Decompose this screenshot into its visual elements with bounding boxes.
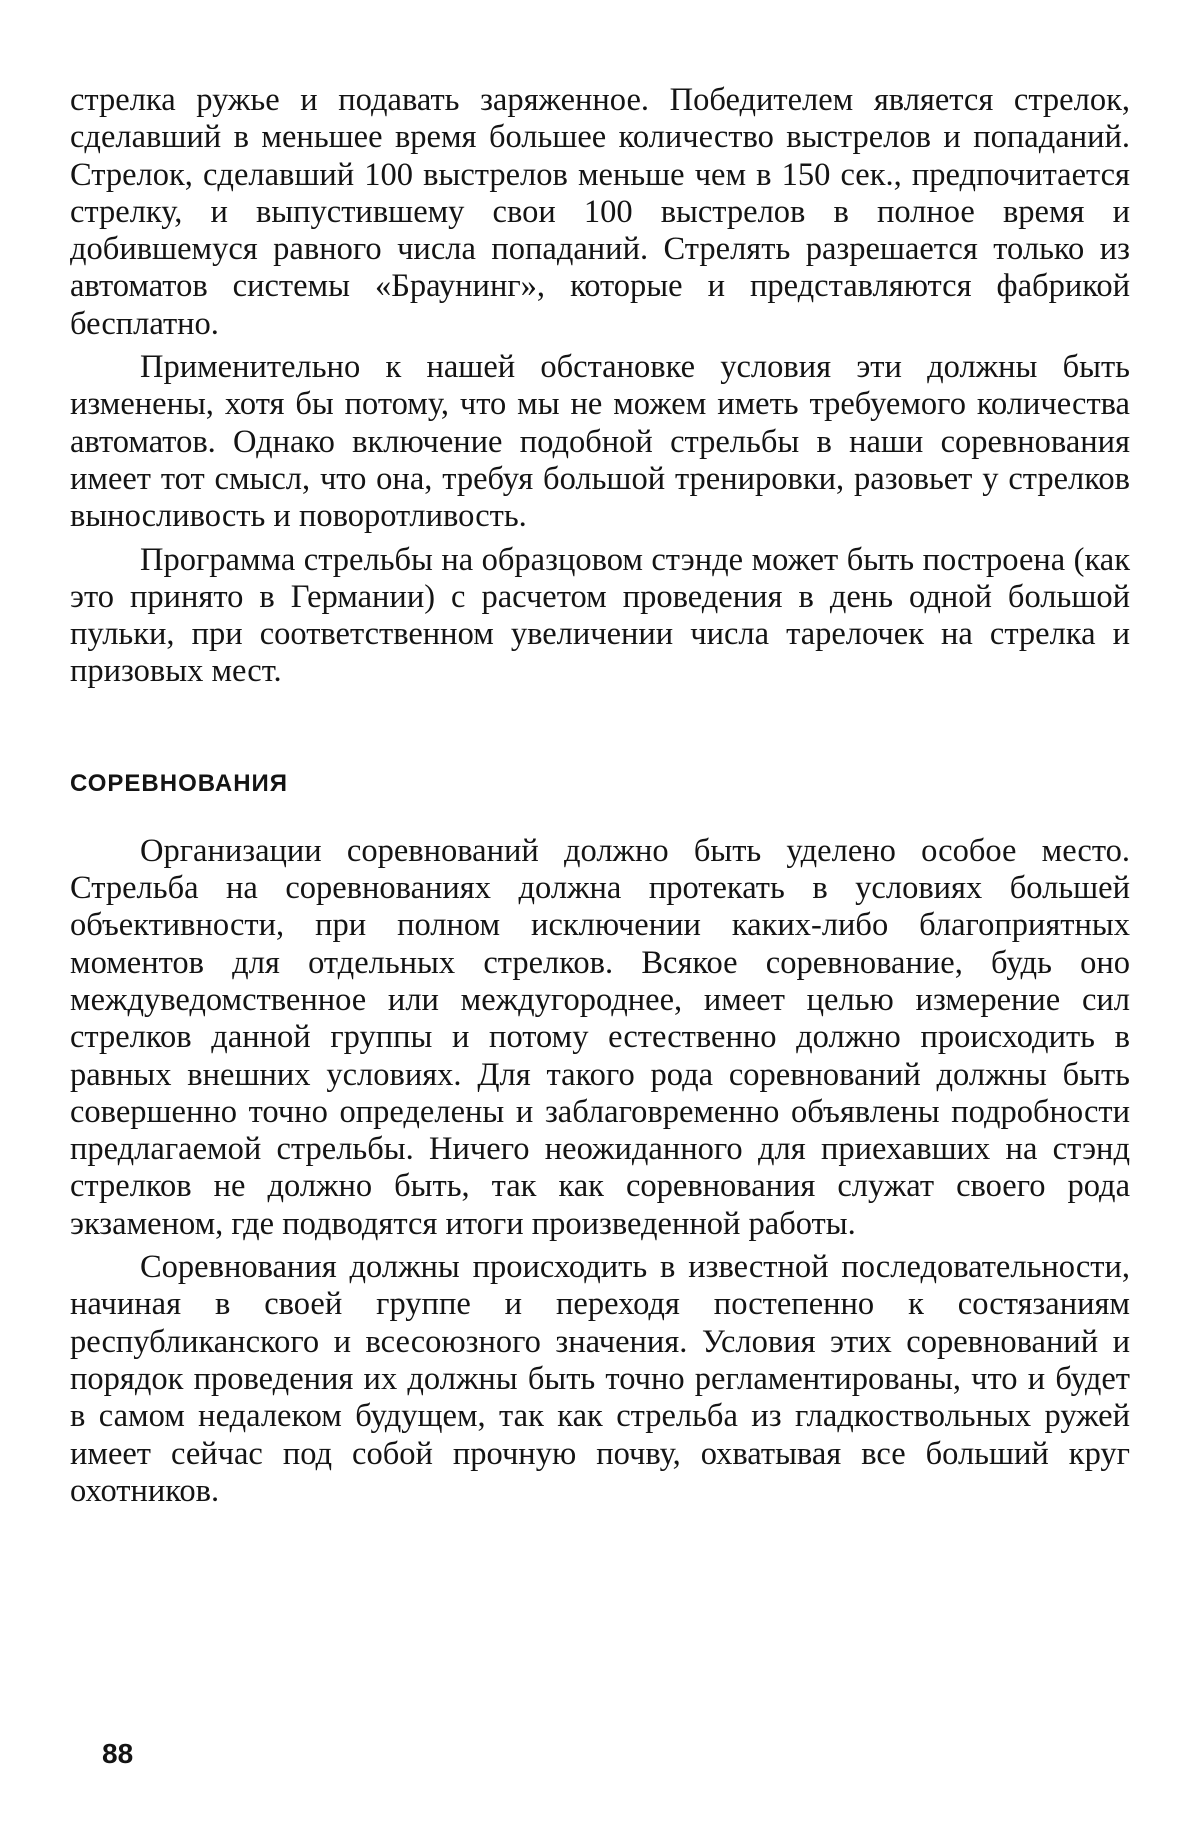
section-heading: СОРЕВНОВАНИЯ bbox=[70, 769, 289, 797]
paragraph-continuation: стрелка ружье и подавать заряженное. Победителем является стрелок, сделавший в меньшее время большее количество выстрелов и попаданий. Стрелок, сделавший 100 выстрелов меньше чем в 150 сек., предпочитается стрелку, и выпустившему свои 100 выстрелов в полное время и добившемуся равного числа попаданий. Стрелять разрешается только из автоматов системы «Браунинг», которые и представляются фабрикой бесплатно. bbox=[70, 82, 1130, 342]
paragraph-sequence: Соревнования должны происходить в известной последовательности, начиная в своей группе и переходя постепенно к состязаниям республиканского и всесоюзного значения. Условия этих соревнований и порядок проведения их должны быть точно регламентированы, что и будет в самом недалеком будущем, так как стрельба из гладкоствольных ружей имеет сейчас под собой прочную почву, охватывая все больший круг охотников. bbox=[70, 1249, 1130, 1509]
page-number: 88 bbox=[102, 1738, 134, 1769]
paragraph-conditions: Применительно к нашей обстановке условия эти должны быть изменены, хотя бы потому, что мы не можем иметь требуемого количества автоматов. Однако включение подобной стрельбы в наши соревнования имеет тот смысл, что она, требуя большой тренировки, разовьет у стрелков выносливость и поворотливость. bbox=[70, 349, 1130, 535]
page-body bbox=[70, 82, 1130, 1510]
paragraph-organization: Организации соревнований должно быть уделено особое место. Стрельба на соревнованиях должна протекать в условиях большей объективности, при полном исключении каких-либо благоприятных моментов для отдельных стрелков. Всякое соревнование, будь оно междуведомственное или междугороднее, имеет целью измерение сил стрелков данной группы и потому естественно должно происходить в равных внешних условиях. Для такого рода соревнований должны быть совершенно точно определены и заблаговременно объявлены подробности предлагаемой стрельбы. Ничего неожиданного для приехавших на стэнд стрелков не должно быть, так как соревнования служат своего рода экзаменом, где подводятся итоги произведенной работы. bbox=[70, 832, 1130, 1242]
paragraph-program: Программа стрельбы на образцовом стэнде может быть построена (как это принято в Германии) с расчетом проведения в день одной большой пульки, при соответственном увеличении числа тарелочек на стрелка и призовых мест. bbox=[70, 541, 1130, 690]
